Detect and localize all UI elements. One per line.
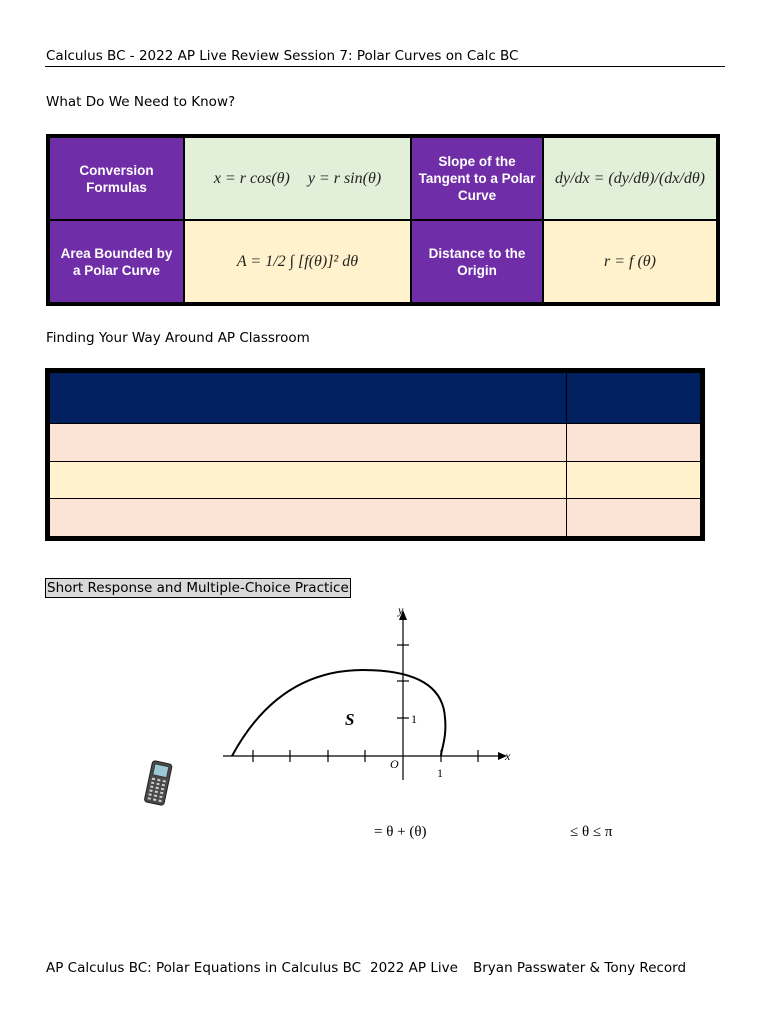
slope-formula: dy/dx = (dy/dθ)/(dx/dθ) bbox=[554, 169, 705, 187]
polar-graph bbox=[215, 600, 520, 785]
equation-left: = θ + (θ) bbox=[374, 824, 427, 840]
conversion-formula-x: x = r cos(θ) bbox=[213, 169, 290, 187]
section-title-practice: Short Response and Multiple-Choice Practice bbox=[47, 580, 349, 596]
slope-formula-cell bbox=[544, 138, 716, 219]
classroom-table bbox=[45, 368, 705, 541]
area-formula-cell bbox=[185, 221, 410, 302]
footer-right: Bryan Passwater & Tony Record bbox=[473, 960, 687, 976]
classroom-table-row bbox=[567, 462, 700, 499]
classroom-table-header-left bbox=[50, 373, 566, 423]
footer-left: AP Calculus BC: Polar Equations in Calculus BC bbox=[46, 960, 362, 976]
header-divider bbox=[45, 66, 725, 67]
footer-middle: 2022 AP Live bbox=[370, 960, 458, 976]
classroom-table-row bbox=[567, 424, 700, 461]
region-label: S bbox=[345, 710, 355, 729]
x-axis-label: x bbox=[505, 749, 511, 763]
distance-formula-cell bbox=[544, 221, 716, 302]
document-header-title: Calculus BC - 2022 AP Live Review Session 7: Polar Curves on Calc BC bbox=[46, 48, 519, 64]
classroom-table-row bbox=[567, 499, 700, 536]
calculator-icon bbox=[140, 760, 176, 808]
area-formula: A = 1/2 ∫ [f(θ)]² dθ bbox=[236, 252, 359, 270]
slope-label: Slope of the Tangent to a Polar Curve bbox=[412, 138, 542, 219]
y-axis-label: y bbox=[398, 603, 404, 617]
origin-label: O bbox=[390, 757, 399, 771]
conversion-label: Conversion Formulas bbox=[50, 138, 183, 219]
y-tick-label: 1 bbox=[411, 712, 417, 726]
x-tick-label: 1 bbox=[437, 766, 443, 780]
distance-label: Distance to the Origin bbox=[412, 221, 542, 302]
classroom-table-header-right bbox=[567, 373, 700, 423]
classroom-table-row bbox=[50, 424, 566, 461]
formula-table bbox=[46, 134, 720, 306]
conversion-formulas bbox=[185, 138, 410, 219]
conversion-formula-y: y = r sin(θ) bbox=[307, 169, 382, 187]
equation-right: ≤ θ ≤ π bbox=[570, 824, 613, 840]
section-title-classroom: Finding Your Way Around AP Classroom bbox=[46, 330, 310, 346]
section-title-know: What Do We Need to Know? bbox=[46, 94, 236, 110]
distance-formula: r = f (θ) bbox=[604, 252, 656, 270]
area-label: Area Bounded by a Polar Curve bbox=[50, 221, 183, 302]
classroom-table-row bbox=[50, 462, 566, 499]
classroom-table-row bbox=[50, 499, 566, 536]
